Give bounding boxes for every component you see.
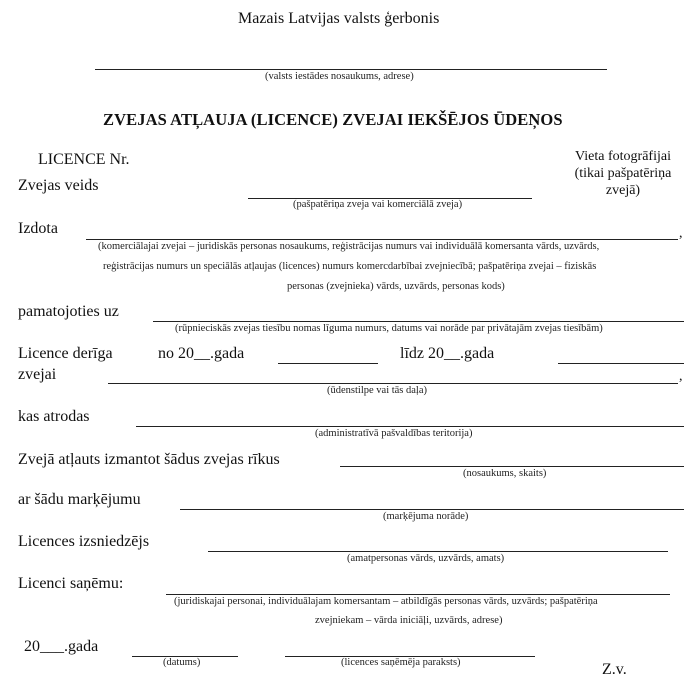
date-caption: (datums) — [163, 657, 201, 668]
received-label: Licenci saņēmu: — [18, 575, 124, 592]
located-label: kas atrodas — [18, 408, 90, 425]
based-on-caption: (rūpnieciskās zvejas tiesību nomas līguma numurs, datums vai norāde par privātajām zvejas tiesībām) — [175, 323, 603, 334]
tools-line[interactable] — [340, 466, 684, 467]
marking-label: ar šādu marķējumu — [18, 491, 141, 508]
photo-placeholder — [548, 148, 698, 199]
tools-label: Zvejā atļauts izmantot šādus zvejas rīkus — [18, 451, 280, 468]
issuer-caption: (amatpersonas vārds, uzvārds, amats) — [347, 553, 505, 564]
marking-line[interactable] — [180, 509, 684, 510]
valid-label-line2: zvejai — [18, 366, 57, 383]
issued-comma: , — [679, 226, 683, 241]
valid-to-label: līdz 20__.gada — [400, 345, 495, 362]
marking-caption: (marķējuma norāde) — [383, 511, 469, 522]
document-title: ZVEJAS ATĻAUJA (LICENCE) ZVEJAI IEKŠĒJOS ŪDEŅOS — [103, 110, 563, 129]
water-body-caption: (ūdenstilpe vai tās daļa) — [327, 385, 428, 396]
issuer-label: Licences izsniedzējs — [18, 533, 150, 550]
fishing-type-caption: (pašpatēriņa zveja vai komerciālā zveja) — [293, 199, 463, 210]
valid-from-line[interactable] — [278, 363, 378, 364]
date-prefix: 20___.gada — [24, 638, 99, 655]
institution-caption: (valsts iestādes nosaukums, adrese) — [265, 71, 414, 82]
water-body-comma: , — [679, 369, 683, 384]
photo-placeholder-line3: zvejā) — [605, 183, 641, 198]
signature-caption: (licences saņēmēja paraksts) — [341, 657, 461, 668]
issued-caption-line3: personas (zvejnieka) vārds, uzvārds, personas kods) — [287, 281, 505, 292]
based-on-label: pamatojoties uz — [18, 303, 119, 320]
based-on-line[interactable] — [153, 321, 684, 322]
institution-line[interactable] — [95, 69, 607, 70]
water-body-line[interactable] — [108, 383, 678, 384]
valid-from-label: no 20__.gada — [158, 345, 245, 362]
tools-caption: (nosaukums, skaits) — [463, 468, 547, 479]
valid-to-line[interactable] — [558, 363, 684, 364]
issued-label: Izdota — [18, 220, 58, 237]
issued-caption-line2: reģistrācijas numurs un speciālās atļaujas (licences) numurs komercdarbībai zvejniecībā; pašpatēriņa zvejai – fiziskās — [103, 261, 597, 272]
photo-placeholder-line1: Vieta fotogrāfijai — [575, 149, 671, 164]
valid-label-line1: Licence derīga — [18, 345, 113, 362]
stamp-label: Z.v. — [602, 661, 627, 678]
fishing-type-label: Zvejas veids — [18, 177, 99, 194]
coat-of-arms-text: Mazais Latvijas valsts ģerbonis — [238, 10, 440, 27]
located-caption: (administratīvā pašvaldības teritorija) — [315, 428, 473, 439]
photo-placeholder-line2: (tikai pašpatēriņa — [574, 166, 672, 181]
issued-caption-line1: (komerciālajai zvejai – juridiskās personas nosaukums, reģistrācijas numurs vai individuālā komersanta vārds, uzvārds, — [98, 241, 600, 252]
issuer-line[interactable] — [208, 551, 668, 552]
received-caption-line2: zvejniekam – vārda iniciāļi, uzvārds, adrese) — [315, 615, 503, 626]
located-line[interactable] — [136, 426, 684, 427]
received-line[interactable] — [166, 594, 670, 595]
received-caption-line1: (juridiskajai personai, individuālajam komersantam – atbildīgās personas vārds, uzvārds; pašpatēriņa — [174, 596, 598, 607]
licence-number-label: LICENCE Nr. — [38, 151, 130, 168]
issued-line[interactable] — [86, 239, 678, 240]
